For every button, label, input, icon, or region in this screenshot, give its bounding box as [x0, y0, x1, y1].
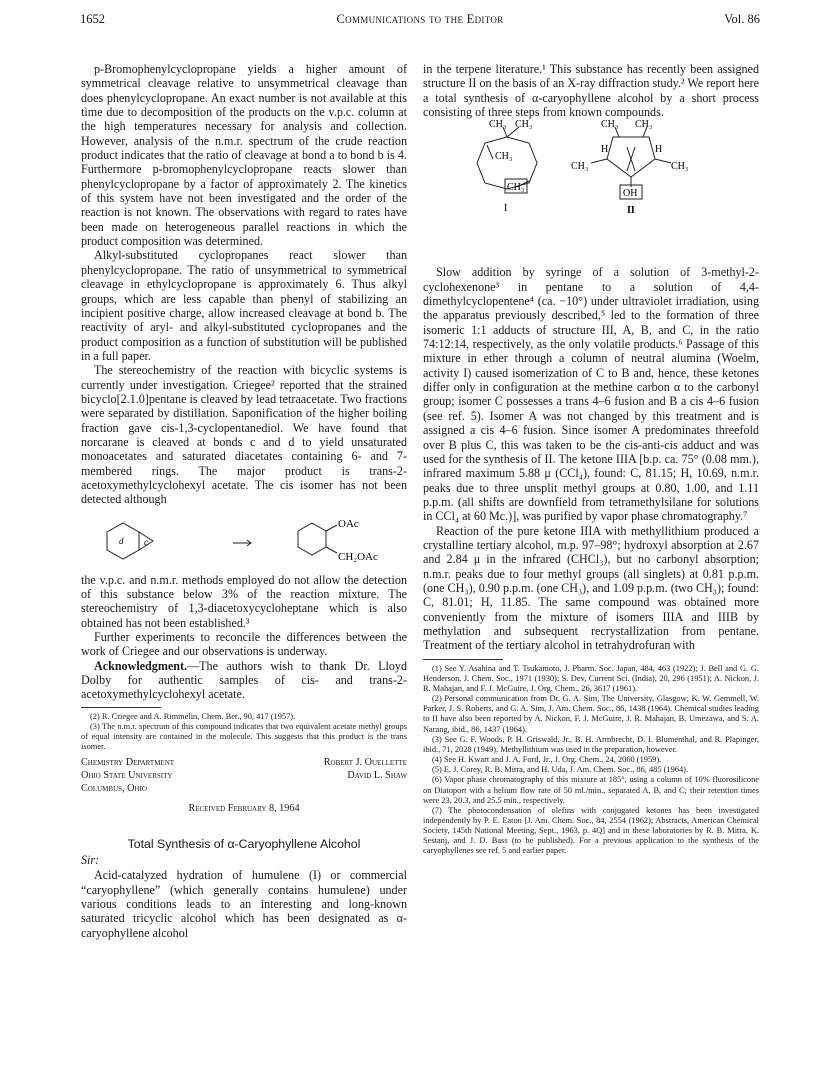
- paragraph: Slow addition by syringe of a solution of 3-methyl-2-cyclohexenone³ in pentane to a solution of 4,4-dimethylcyclopentene⁴ (ca. −10°) under ultraviolet irradiation, using the apparatus previously described,⁵ led to the formation of three isomeric 1:1 adducts of structure III, A, B, and C, in the ratio 74:12:14, respectively, as the only volatile products.⁶ Passage of this mixture in ether through a column of neutral alumina (Woelm, activity I) caused isomerization of C to B and, hence, these ketones differ only in configuration at the methine carbon α to the carbonyl group; isomer C possesses a trans 4–6 fusion and B a cis 4–6 fusion (see ref. 5). Isomer A was not changed by this treatment and is assigned a cis 4–6 fusion. Since isomer A predominates threefold over B plus C, this was taken to be the cis-anti-cis adduct and was used for the synthesis of II. The ketone IIIA [b.p. ca. 75° (0.08 mm.), infrared maximum 5.88 μ (CCl₄), found: C, 81.15; H, 10.69, n.m.r. peaks due to three unsplit methyl groups at 0.80, 1.00, and 1.11 p.p.m. (all shifts are downfield from tetramethylsilane for solutions in CCl₄ at 60 Mc.)], was purified by vapor phase chromatography.⁷: [423, 265, 759, 524]
- ch3-label: CH₃: [635, 119, 653, 131]
- footnote: (2) Personal communication from Dr. G. A. Sim, The University, Glasgow; K. W. Gemmell, W. Parker, J. S. Roberts, and G. A. Sim, J. Am. Chem. Soc., 86, 1438 (1964). Chemical studies leading to II have also been reported by A. Nickon, F. J. McGuire, J. R. Mahajan, B. Umezawa, and S. A. Narang, ibid., 86, 1437 (1964).: [423, 694, 759, 734]
- ch3-label: CH₃: [515, 119, 533, 131]
- ch3-label: CH₃: [507, 182, 525, 194]
- article-title: Total Synthesis of α-Caryophyllene Alcohol: [127, 836, 361, 851]
- paragraph: in the terpene literature.¹ This substance has recently been assigned structure II on the basis of an X-ray diffraction study.² We report here a total synthesis of α-caryophyllene alcohol by a short process consisting of three steps from known compounds.: [423, 62, 759, 120]
- footnote-rule: [423, 659, 503, 660]
- footnote-rule: [81, 707, 161, 708]
- ch2oac-bond: [326, 547, 337, 553]
- left-column: [81, 62, 407, 940]
- footnote: (5) E. J. Corey, R. B. Mitra, and H. Uda, J. Am. Chem. Soc., 86, 485 (1964).: [432, 765, 689, 775]
- ch3-label: CH₃: [671, 161, 689, 173]
- left-footnotes: [81, 712, 407, 753]
- institution: [81, 757, 174, 795]
- right-column: [423, 62, 759, 857]
- footnote: (4) See H. Kwart and J. A. Ford, Jr., J. Org. Chem., 24, 2060 (1959).: [432, 755, 662, 765]
- ch3-label: CH₃: [601, 119, 619, 131]
- norcarane-reaction-scheme: [81, 515, 407, 571]
- university: Ohio State University: [81, 769, 173, 781]
- page-number: 1652: [80, 12, 105, 26]
- footnote: (3) The n.m.r. spectrum of this compound indicates that two equivalent acetate methyl groups of equal intensity are contained in the molecule. This suggests that this product is the trans isomer.: [81, 721, 407, 752]
- hydrogen-label: H: [655, 144, 663, 156]
- paragraph: p-Bromophenylcyclopropane yields a higher amount of symmetrical cleavage relative to unsymmetrical cleavage than does phenylcyclopropane. An exact number is not available at this time due to decomposition of the products on the v.p.c. column at the high temperatures necessary for analysis and collection. However, analysis of the n.m.r. spectrum of the crude reaction product indicates that the ratio of cleavage at bond a to bond b is 4. Furthermore p-bromophenylcyclopropane reacts slower than phenylcyclopropane by a factor of approximately 2. The kinetics of this system have not been investigated and the order of the reaction is not known. The observations with regard to rates have been made on heterogeneous parallel reactions in which the product composition was determined.: [81, 62, 407, 249]
- acknowledgment: [81, 659, 407, 702]
- ch3-label: CH₃: [571, 161, 589, 173]
- ch3-label: CH₃: [489, 119, 507, 131]
- ch3-label: CH₃: [495, 151, 513, 163]
- page-header: [80, 12, 760, 30]
- volume-label: Vol. 86: [724, 12, 760, 26]
- footnote: (6) Vapor phase chromatography of this mixture at 185°, using a column of 10% fluorosilicone on Diatoport with a helium flow rate of 50 ml./min., separated A, B, and C; their retention times were 23, 20.3, and 25.5 min., respectively.: [423, 775, 759, 805]
- product-ring: [298, 523, 326, 555]
- footnote: (1) See Y. Asahina and T. Tsukamoto, J. Pharm. Soc. Japan, 484, 463 (1922); J. Bell and G. G. Henderson, J. Chem. Soc., 1971 (1930); S. Dev, Current Sci. (India), 20, 296 (1951); A. Nickon, J. R. Mahajan, and F. J. McGuire, J. Org. Chem., 26, 3617 (1961).: [423, 663, 759, 693]
- footnote: (7) The photocondensation of olefins with conjugated ketones has been investigated independently by P. E. Eaton [J. Am. Chem. Soc., 84, 2554 (1962); Abstracts, American Chemical Society, 145th National Meeting, Sept., 1963, p. 4Q] and in these laboratories by R. B. Mitra, K. Sestanj, and J. D. Bass (to be published). For a previous application to the synthesis of the caryophyllenes see ref. 5 and earlier paper.: [423, 805, 759, 856]
- received-date: Received February 8, 1964: [188, 803, 300, 815]
- bond-label-c: c: [144, 536, 148, 547]
- paragraph: The stereochemistry of the reaction with bicyclic systems is currently under investigation. Criegee² reported that the strained bicyclo[2.1.0]pentane is cleaved by lead tetraacetate. Two fractions were separated by distillation. Saponification of the higher boiling fraction gave cis-1,3-cyclopentanediol. We have found that norcarane is cleaved at bonds c and d to yield unsaturated monoacetates and saturated diacetates containing 6- and 7-membered rings. The major product is trans-2-acetoxymethylcyclohexyl acetate. The cis isomer has not been detected although: [81, 363, 407, 507]
- structures-figure: [423, 119, 759, 265]
- affiliation-block: [81, 757, 407, 795]
- oac-label: OAc: [338, 517, 359, 530]
- ch2oac-label: CH₂OAc: [338, 550, 378, 563]
- acknowledgment-label: Acknowledgment.: [94, 658, 188, 673]
- paragraph: Further experiments to reconcile the differences between the work of Criegee and our observations is underway.: [81, 630, 407, 659]
- city: Columbus, Ohio: [81, 782, 147, 794]
- authors: [324, 757, 407, 795]
- bond-label-d: d: [119, 535, 124, 546]
- author: David L. Shaw: [347, 769, 407, 781]
- caryophyllene-alcohol-ring: [607, 137, 655, 177]
- department: Chemistry Department: [81, 757, 175, 769]
- paragraph: Acid-catalyzed hydration of humulene (I) or commercial “caryophyllene” (which generally contains humulene) under various conditions leads to an interesting and long-known saturated tricyclic alcohol which has been designated as α-caryophyllene alcohol: [81, 868, 407, 940]
- structures-drawing: [423, 119, 759, 265]
- paragraph: Alkyl-substituted cyclopropanes react slower than phenylcyclopropane. The ratio of unsymmetrical to symmetrical cleavage in ethylcyclopropane is approximately 6. Thus alkyl groups, which are less capable than phenyl of stabilizing an incipient positive charge, allow increased cleavage at bond b. The reactivity of aryl- and alkyl-substituted cyclopropanes and the product composition as a function of substitution will be published in a full paper.: [81, 248, 407, 363]
- author: Robert J. Ouellette: [323, 757, 407, 769]
- hydrogen-label: H: [601, 144, 609, 156]
- hydroxyl-label: OH: [623, 188, 638, 200]
- paragraph: Reaction of the pure ketone IIIA with methyllithium produced a crystalline tertiary alcohol, m.p. 97–98°; hydroxyl absorption at 2.67 and 2.84 μ in the infrared (CHCl₃), but no carbonyl absorption; n.m.r. peaks due to four methyl groups (all singlets) at 0.81 p.p.m. (one CH₃), 0.90 p.p.m. (one CH₃), and 1.09 p.p.m. (two CH₃); found: C, 81.01; H, 11.85. The same compound was obtained more conveniently from the mixture of isomers IIIA and IIIB by methylation and subsequent recrystallization from pentane. Treatment of the tertiary alcohol in tetrahydrofuran with: [423, 523, 759, 653]
- running-title: Communications to the Editor: [336, 12, 504, 26]
- reaction-scheme-drawing: [81, 515, 407, 571]
- footnote: (2) R. Criegee and A. Rimmelin, Chem. Ber., 90, 417 (1957).: [90, 711, 296, 721]
- oac-bond: [326, 525, 337, 531]
- paragraph: the v.p.c. and n.m.r. methods employed do not allow the detection of this substance below 3% of the reaction mixture. The stereochemistry of 1,3-diacetoxycycloheptane which is also obtained has not been established.³: [81, 572, 407, 630]
- structure-label-I: I: [504, 203, 508, 215]
- salutation: Sir:: [81, 852, 100, 867]
- structure-label-II: II: [627, 205, 635, 217]
- right-footnotes: [423, 664, 759, 857]
- acknowledgment-text: —The authors wish to thank Dr. Lloyd Dolby for authentic samples of cis- and trans-2-acetoxymethylcyclohexyl acetate.: [81, 658, 407, 702]
- footnote: (3) See G. F. Woods, P. H. Griswald, Jr., B. H. Armbrecht, D. I. Blumenthal, and R. Plapinger, ibid., 71, 2028 (1949). Methyllithium was used in the preparation, however.: [423, 734, 759, 754]
